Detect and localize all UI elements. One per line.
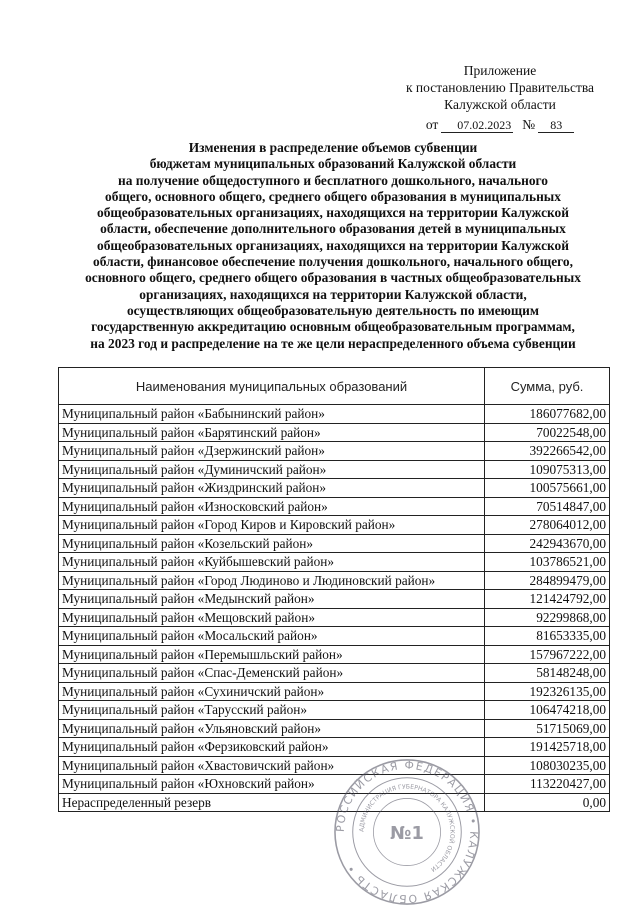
sum-value: 278064012,00 [485,516,610,535]
seal-number: №1 [390,823,424,844]
municipality-name: Муниципальный район «Дзержинский район» [59,442,485,461]
annex-date-number-line [392,116,608,133]
sum-value: 70514847,00 [485,497,610,516]
sum-value: 121424792,00 [485,590,610,609]
table-header-row [59,368,610,405]
title-line: на получение общедоступного и бесплатного дошкольного, начального [118,172,548,188]
table-row [59,405,610,424]
seal-inner-text: АДМИНИСТРАЦИЯ ГУБЕРНАТОРА КАЛУЖСКОЙ ОБЛАСТИ [358,783,456,873]
table-row [59,516,610,535]
annex-decree-label: к постановлению Правительства [405,80,595,95]
sum-value: 58148248,00 [485,664,610,683]
table-row [59,682,610,701]
table-row [59,664,610,683]
municipality-name: Муниципальный район «Медынский район» [59,590,485,609]
municipality-name: Муниципальный район «Хвастовичский район» [59,756,485,775]
annex-label: Приложение [463,63,537,78]
table-row [59,423,610,442]
sum-value: 103786521,00 [485,553,610,572]
municipality-name: Муниципальный район «Город Людиново и Людиновский район» [59,571,485,590]
number-sign: № [522,117,536,132]
sum-value: 191425718,00 [485,738,610,757]
subsidy-table [58,367,610,812]
table-row [59,571,610,590]
header-sum: Сумма, руб. [485,368,610,405]
annex-header [392,62,608,133]
table-row [59,442,610,461]
municipality-name: Муниципальный район «Куйбышевский район» [59,553,485,572]
decree-number: 83 [538,119,574,133]
municipality-name: Муниципальный район «Ульяновский район» [59,719,485,738]
sum-value: 100575661,00 [485,479,610,498]
table-row [59,627,610,646]
municipality-name: Муниципальный район «Юхновский район» [59,775,485,794]
official-seal-stamp [333,758,481,906]
municipality-name: Муниципальный район «Думиничский район» [59,460,485,479]
sum-value: 192326135,00 [485,682,610,701]
title-line: общего, основного общего, среднего общего образования в муниципальных [105,188,561,204]
sum-value: 186077682,00 [485,405,610,424]
title-line: на 2023 год и распределение на те же цели нераспределенного объема субвенции [90,335,576,351]
sum-value: 392266542,00 [485,442,610,461]
title-line: организациях, находящихся на территории Калужской области, [139,286,527,302]
title-line: осуществляющих общеобразовательную деятельность по имеющим [126,302,540,318]
municipality-name: Нераспределенный резерв [59,793,485,812]
table-row [59,738,610,757]
title-line: области, финансовое обеспечение получения дошкольного, начального общего, [93,254,573,270]
annex-region-label: Калужской области [444,97,556,112]
municipality-name: Муниципальный район «Козельский район» [59,534,485,553]
table-row [59,608,610,627]
title-line: общеобразовательных организациях, находящихся на территории Калужской [97,237,569,253]
title-line: государственную аккредитацию основным общеобразовательным программам, [91,319,575,335]
sum-value: 81653335,00 [485,627,610,646]
sum-value: 157967222,00 [485,645,610,664]
sum-value: 109075313,00 [485,460,610,479]
sum-value: 51715069,00 [485,719,610,738]
date-prefix: от [425,117,439,132]
municipality-name: Муниципальный район «Мосальский район» [59,627,485,646]
seal-outer-text: РОССИЙСКАЯ ФЕДЕРАЦИЯ • КАЛУЖСКАЯ ОБЛАСТЬ • [333,758,481,906]
table-row [59,590,610,609]
title-line: Изменения в распределение объемов субвенции [188,140,478,155]
table-row [59,645,610,664]
header-municipality: Наименования муниципальных образований [59,368,485,405]
table-row [59,479,610,498]
table-row [59,497,610,516]
sum-value: 108030235,00 [485,756,610,775]
document-title [50,140,616,352]
decree-date: 07.02.2023 [441,119,513,133]
table-row [59,460,610,479]
municipality-name: Муниципальный район «Тарусский район» [59,701,485,720]
title-line: области, обеспечение дополнительного образования детей в муниципальных [100,221,566,237]
sum-value: 242943670,00 [485,534,610,553]
sum-value: 0,00 [485,793,610,812]
title-line: основного общего, среднего общего образования в частных общеобразовательных [85,270,581,286]
municipality-name: Муниципальный район «Сухиничский район» [59,682,485,701]
municipality-name: Муниципальный район «Жиздринский район» [59,479,485,498]
sum-value: 106474218,00 [485,701,610,720]
municipality-name: Муниципальный район «Бабынинский район» [59,405,485,424]
sum-value: 92299868,00 [485,608,610,627]
table-row [59,534,610,553]
municipality-name: Муниципальный район «Город Киров и Кировский район» [59,516,485,535]
title-line: бюджетам муниципальных образований Калужской области [149,156,517,172]
sum-value: 70022548,00 [485,423,610,442]
title-line: общеобразовательных организациях, находящихся на территории Калужской [97,205,569,221]
municipality-name: Муниципальный район «Перемышльский район» [59,645,485,664]
municipality-name: Муниципальный район «Ферзиковский район» [59,738,485,757]
table-row [59,553,610,572]
sum-value: 113220427,00 [485,775,610,794]
municipality-name: Муниципальный район «Мещовский район» [59,608,485,627]
table-row [59,719,610,738]
table-row [59,701,610,720]
sum-value: 284899479,00 [485,571,610,590]
municipality-name: Муниципальный район «Барятинский район» [59,423,485,442]
municipality-name: Муниципальный район «Спас-Деменский район» [59,664,485,683]
municipality-name: Муниципальный район «Износковский район» [59,497,485,516]
